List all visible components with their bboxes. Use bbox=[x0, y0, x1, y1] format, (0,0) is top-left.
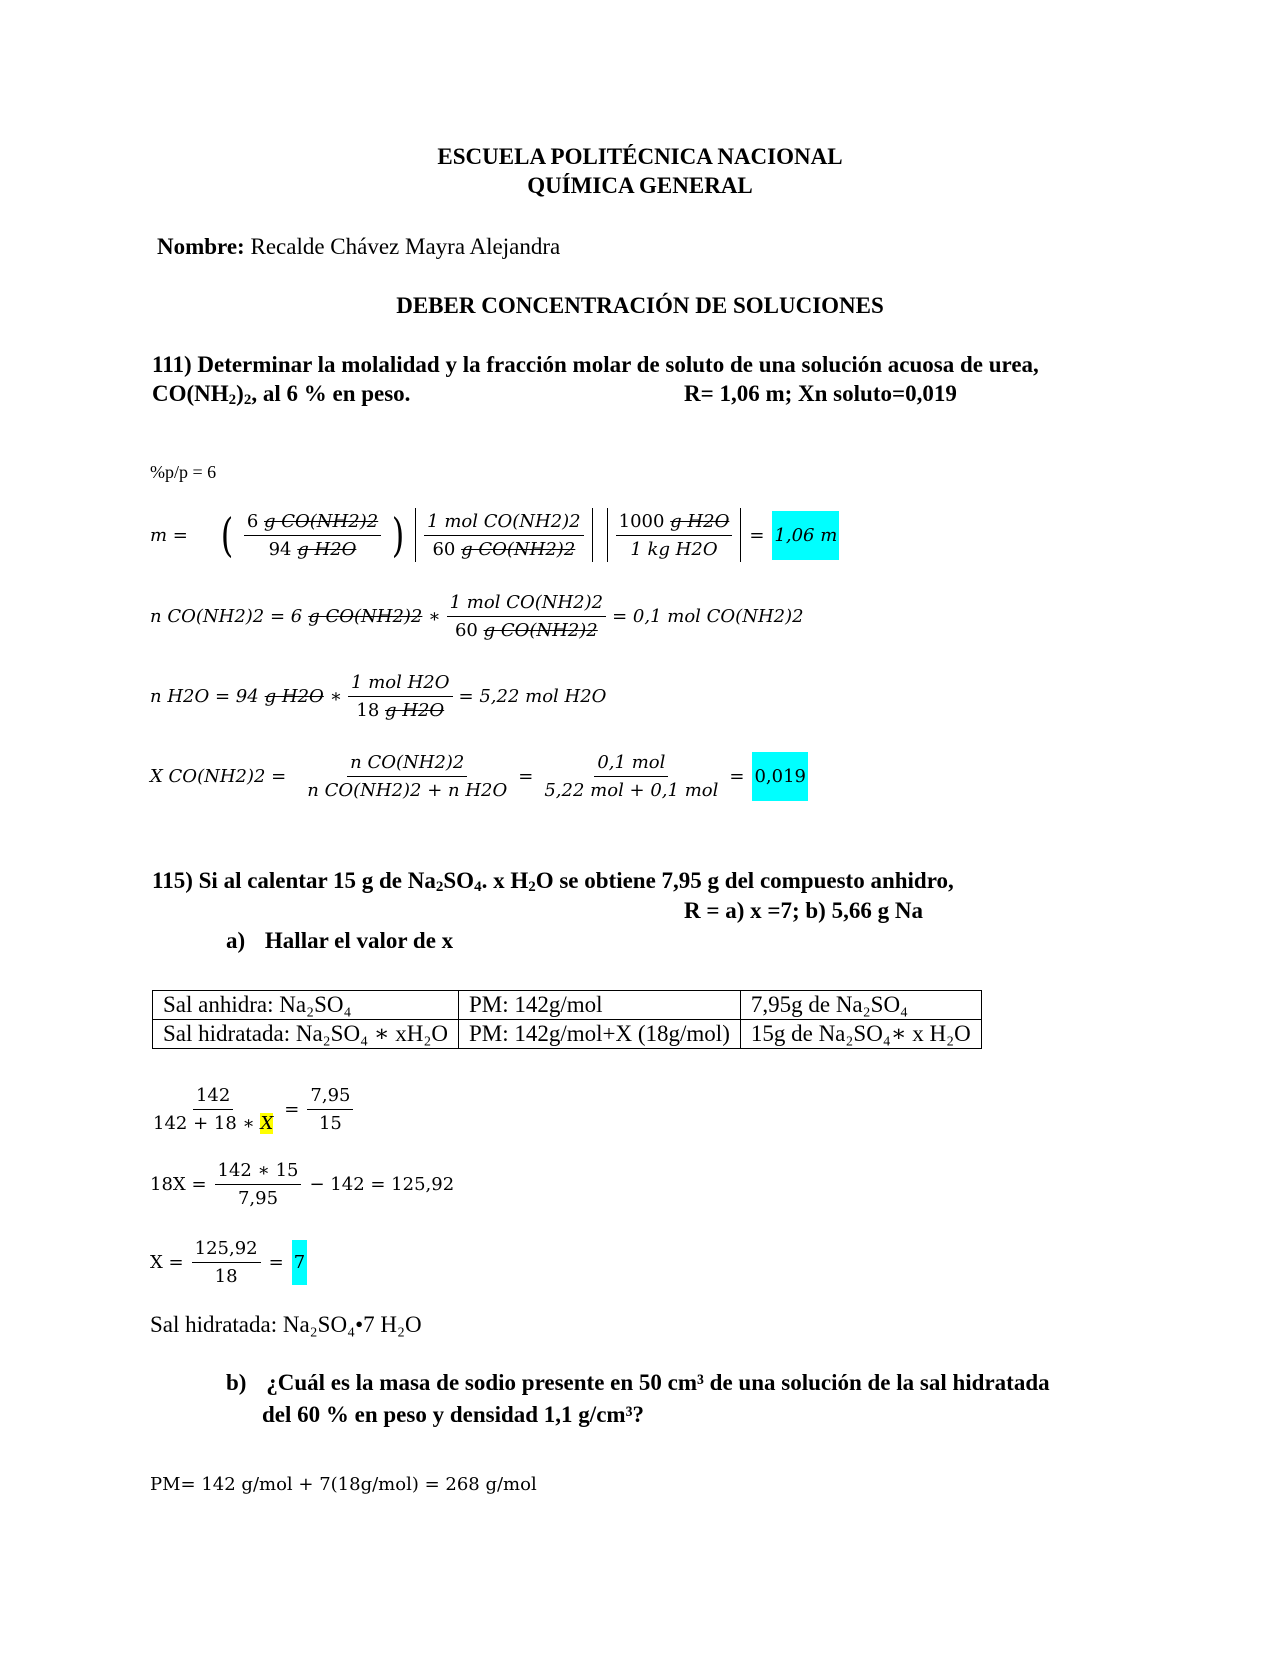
cancelled-unit: g CO(NH2)2 bbox=[483, 620, 598, 641]
table-row bbox=[153, 1020, 982, 1049]
eq-lhs: n CO(NH2)2 = 6 bbox=[150, 606, 303, 627]
x-equation-1 bbox=[150, 1085, 353, 1134]
numerator: 1 mol CO(NH2)2 bbox=[424, 511, 583, 536]
part-a-heading bbox=[226, 928, 453, 954]
part-text: Hallar el valor de x bbox=[264, 928, 454, 953]
text-part: 115) Si al calentar 15 g de Na bbox=[152, 868, 436, 893]
moles-water-equation bbox=[150, 672, 606, 721]
result: = 0,1 mol CO(NH2)2 bbox=[612, 606, 804, 627]
text-part: SO bbox=[443, 868, 475, 893]
molality-result: 1,06 m bbox=[772, 511, 839, 560]
x-equation-2 bbox=[150, 1160, 454, 1209]
subscript: 2 bbox=[243, 392, 252, 408]
eq-lhs: n H2O = 94 bbox=[150, 686, 259, 707]
subscript: 2 bbox=[228, 392, 237, 408]
cancelled-unit: g CO(NH2)2 bbox=[461, 538, 576, 560]
problem-115-answer: R = a) x =7; b) 5,66 g Na bbox=[684, 898, 923, 923]
table-cell: PM: 142g/mol+X (18g/mol) bbox=[458, 1020, 740, 1049]
given-percent: %p/p = 6 bbox=[150, 462, 217, 482]
student-label: Nombre: bbox=[157, 234, 245, 259]
eq-lhs: 18X = bbox=[150, 1174, 207, 1195]
part-b-heading-2: del 60 % en peso y densidad 1,1 g/cm³? bbox=[262, 1402, 644, 1427]
equals: = bbox=[749, 524, 765, 546]
equals: = bbox=[284, 1099, 300, 1120]
bar bbox=[740, 508, 741, 562]
problem-115-statement bbox=[152, 868, 954, 896]
open-paren: ( bbox=[220, 508, 234, 562]
fraction-2 bbox=[424, 511, 583, 560]
highlighted-x: X bbox=[260, 1113, 274, 1134]
den-coef: 60 bbox=[432, 538, 456, 560]
num-coef: 1000 bbox=[618, 510, 665, 532]
bar bbox=[592, 508, 593, 562]
numerator: 142 bbox=[193, 1085, 233, 1110]
moles-urea-equation bbox=[150, 592, 804, 641]
denominator: n CO(NH2)2 + n H2O bbox=[307, 780, 508, 801]
denominator: 1 kg H2O bbox=[630, 538, 718, 560]
equals: = bbox=[268, 1252, 284, 1273]
den-coef: 94 bbox=[268, 538, 292, 560]
student-name-line bbox=[157, 234, 560, 260]
numerator: 0,1 mol bbox=[594, 752, 668, 777]
hydrated-salt-formula: Sal hidratada: Na₂SO₄•7 H₂O bbox=[150, 1312, 422, 1337]
denominator: 15 bbox=[318, 1113, 342, 1134]
table-cell: PM: 142g/mol bbox=[458, 991, 740, 1020]
part-marker: b) bbox=[226, 1370, 247, 1395]
text-part: , al 6 % en peso. bbox=[251, 381, 411, 406]
numerator: n CO(NH2)2 bbox=[347, 752, 467, 777]
fraction-1 bbox=[244, 511, 381, 560]
salt-table bbox=[152, 990, 982, 1049]
fraction-1 bbox=[304, 752, 510, 801]
table-cell: 15g de Na₂SO₄∗ x H₂O bbox=[740, 1020, 981, 1049]
fraction-lhs bbox=[150, 1085, 276, 1134]
den-coef: 60 bbox=[454, 620, 478, 641]
table-cell: Sal hidratada: Na₂SO₄ ∗ xH₂O bbox=[153, 1020, 459, 1049]
fraction-rhs bbox=[307, 1085, 353, 1134]
fraction bbox=[215, 1160, 302, 1209]
numerator: 1 mol H2O bbox=[348, 672, 452, 697]
problem-111-statement-2 bbox=[152, 381, 410, 409]
bar bbox=[607, 508, 608, 562]
table-cell: Sal anhidra: Na₂SO₄ bbox=[153, 991, 459, 1020]
mole-fraction-result: 0,019 bbox=[752, 752, 808, 801]
numerator: 7,95 bbox=[307, 1085, 353, 1110]
text-part: . x H bbox=[481, 868, 529, 893]
subscript: 2 bbox=[435, 879, 444, 895]
numerator: 125,92 bbox=[192, 1238, 261, 1263]
assignment-title: DEBER CONCENTRACIÓN DE SOLUCIONES bbox=[396, 293, 884, 318]
cancelled-unit: g H2O bbox=[297, 538, 357, 560]
bar bbox=[415, 508, 416, 562]
close-paren: ) bbox=[391, 508, 405, 562]
table-cell: 7,95g de Na₂SO₄ bbox=[740, 991, 981, 1020]
numerator: 142 ∗ 15 bbox=[215, 1160, 302, 1185]
result: − 142 = 125,92 bbox=[309, 1174, 455, 1195]
fraction bbox=[447, 592, 606, 641]
cancelled-unit: g H2O bbox=[670, 510, 730, 532]
cancelled-unit: g CO(NH2)2 bbox=[264, 510, 379, 532]
mole-fraction-equation bbox=[150, 752, 808, 801]
fraction bbox=[348, 672, 452, 721]
school-title: ESCUELA POLITÉCNICA NACIONAL bbox=[437, 144, 843, 169]
text-part: O se obtiene 7,95 g del compuesto anhidro, bbox=[535, 868, 954, 893]
molar-mass-line: PM= 142 g/mol + 7(18g/mol) = 268 g/mol bbox=[150, 1474, 537, 1495]
subscript: 4 bbox=[474, 879, 482, 895]
numerator: 1 mol CO(NH2)2 bbox=[447, 592, 606, 617]
part-text: ¿Cuál es la masa de sodio presente en 50 cm³ de una solución de la sal hidratada bbox=[266, 1370, 1050, 1395]
equals: = bbox=[518, 766, 534, 787]
eq-lhs: X CO(NH2)2 = bbox=[150, 766, 287, 787]
table-row bbox=[153, 991, 982, 1020]
text-part: CO(NH bbox=[152, 381, 229, 406]
cancelled-unit: g CO(NH2)2 bbox=[308, 606, 423, 627]
part-marker: a) bbox=[226, 928, 246, 953]
x-equation-3 bbox=[150, 1238, 307, 1287]
den-part: 142 + 18 ∗ bbox=[153, 1113, 261, 1134]
problem-111-statement: 111) Determinar la molalidad y la fracción molar de soluto de una solución acuosa de urea, bbox=[152, 352, 1039, 377]
result: = 5,22 mol H2O bbox=[458, 686, 607, 707]
fraction bbox=[192, 1238, 261, 1287]
times: ∗ bbox=[329, 686, 343, 707]
fraction-3 bbox=[616, 511, 733, 560]
equals: = bbox=[729, 766, 745, 787]
molality-equation bbox=[150, 508, 839, 562]
den-coef: 18 bbox=[356, 700, 380, 721]
eq-lhs: X = bbox=[150, 1252, 184, 1273]
cancelled-unit: g H2O bbox=[385, 700, 445, 721]
denominator: 7,95 bbox=[237, 1188, 279, 1209]
course-title: QUÍMICA GENERAL bbox=[527, 173, 753, 198]
problem-111-answer: R= 1,06 m; Xn soluto=0,019 bbox=[684, 381, 957, 406]
cancelled-unit: g H2O bbox=[264, 686, 324, 707]
fraction-2 bbox=[541, 752, 721, 801]
eq-lhs: m = bbox=[150, 524, 188, 546]
student-name: Recalde Chávez Mayra Alejandra bbox=[250, 234, 561, 259]
text-part: ) bbox=[236, 381, 244, 406]
denominator: 18 bbox=[214, 1266, 238, 1287]
subscript: 2 bbox=[528, 879, 536, 895]
num-coef: 6 bbox=[246, 510, 259, 532]
part-b-heading bbox=[226, 1370, 1050, 1396]
times: ∗ bbox=[428, 606, 441, 627]
x-result: 7 bbox=[292, 1240, 307, 1285]
denominator: 5,22 mol + 0,1 mol bbox=[544, 780, 719, 801]
